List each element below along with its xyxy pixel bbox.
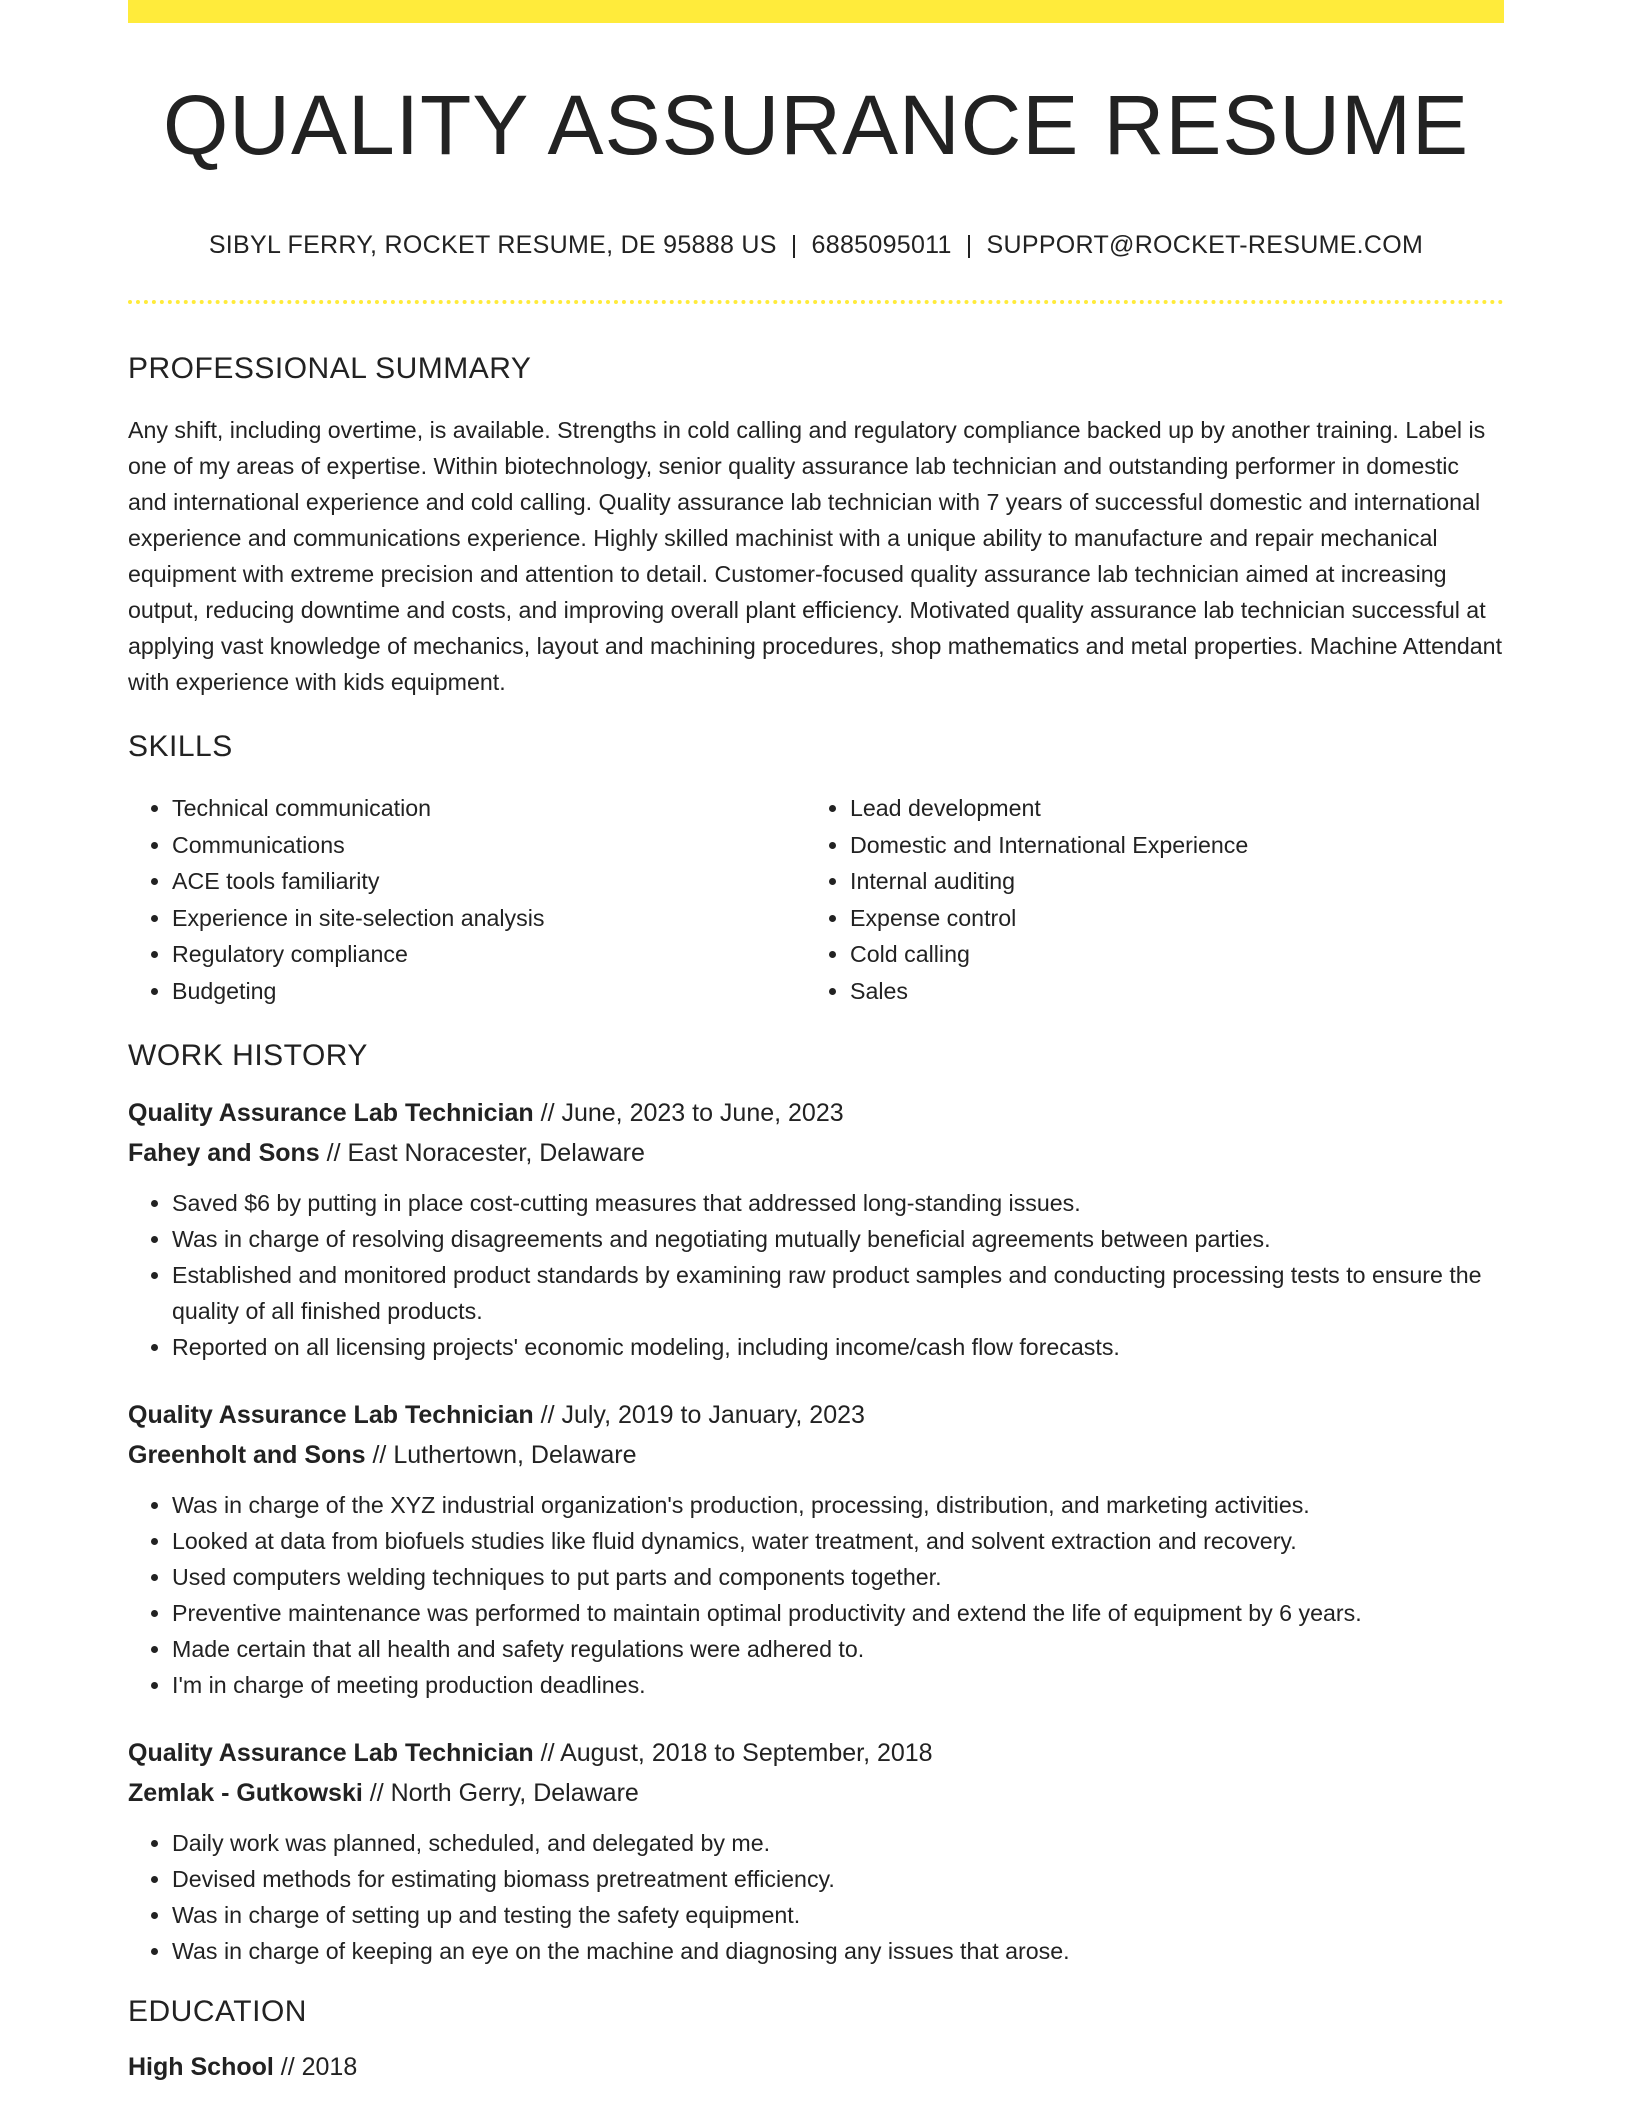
job-location: // Luthertown, Delaware bbox=[365, 1441, 637, 1469]
skill-item: • ACE tools familiarity bbox=[172, 863, 806, 900]
job-bullets bbox=[128, 1487, 1504, 1703]
job-title-line bbox=[128, 1395, 1504, 1435]
resume-page bbox=[128, 0, 1504, 2087]
education-entry bbox=[128, 2047, 1504, 2087]
job-entry bbox=[128, 1093, 1504, 1365]
job-bullet: • Daily work was planned, scheduled, and delegated by me. bbox=[172, 1825, 1504, 1861]
top-accent-bar bbox=[128, 0, 1504, 23]
skill-item: • Experience in site-selection analysis bbox=[172, 900, 806, 937]
skills-list bbox=[128, 790, 1504, 1009]
skill-item: • Cold calling bbox=[850, 936, 1484, 973]
skill-item: • Sales bbox=[850, 973, 1484, 1010]
job-bullets bbox=[128, 1825, 1504, 1969]
job-bullets bbox=[128, 1185, 1504, 1365]
job-title: Quality Assurance Lab Technician bbox=[128, 1401, 534, 1429]
job-bullet: • Reported on all licensing projects' economic modeling, including income/cash flow forecasts. bbox=[172, 1329, 1504, 1365]
job-location: // East Noracester, Delaware bbox=[319, 1139, 645, 1167]
job-entry bbox=[128, 1733, 1504, 1969]
job-bullet: • Saved $6 by putting in place cost-cutting measures that addressed long-standing issues. bbox=[172, 1185, 1504, 1221]
job-bullet: • Preventive maintenance was performed to maintain optimal productivity and extend the life of equipment by 6 years. bbox=[172, 1595, 1504, 1631]
job-bullet: • Made certain that all health and safety regulations were adhered to. bbox=[172, 1631, 1504, 1667]
job-company-line bbox=[128, 1773, 1504, 1813]
job-dates: // July, 2019 to January, 2023 bbox=[533, 1401, 865, 1429]
skill-item: • Domestic and International Experience bbox=[850, 827, 1484, 864]
skill-item: • Expense control bbox=[850, 900, 1484, 937]
education-year: // 2018 bbox=[273, 2053, 358, 2081]
job-title-line bbox=[128, 1733, 1504, 1773]
job-company-line bbox=[128, 1133, 1504, 1173]
work-history-heading: WORK HISTORY bbox=[128, 1039, 368, 1072]
job-location: // North Gerry, Delaware bbox=[362, 1779, 639, 1807]
summary-heading: PROFESSIONAL SUMMARY bbox=[128, 352, 532, 385]
contact-address: SIBYL FERRY, ROCKET RESUME, DE 95888 US bbox=[208, 231, 777, 259]
job-company: Zemlak - Gutkowski bbox=[128, 1779, 363, 1807]
job-company: Fahey and Sons bbox=[128, 1139, 320, 1167]
skill-item: • Communications bbox=[172, 827, 806, 864]
skills-column-right bbox=[806, 790, 1484, 1009]
education-heading: EDUCATION bbox=[128, 1995, 307, 2028]
skills-column-left bbox=[128, 790, 806, 1009]
skill-item: • Regulatory compliance bbox=[172, 936, 806, 973]
job-title: Quality Assurance Lab Technician bbox=[128, 1099, 534, 1127]
job-bullet: • Devised methods for estimating biomass pretreatment efficiency. bbox=[172, 1861, 1504, 1897]
skills-heading: SKILLS bbox=[128, 730, 233, 763]
job-bullet: • Was in charge of resolving disagreements and negotiating mutually beneficial agreements between parties. bbox=[172, 1221, 1504, 1257]
job-entry bbox=[128, 1395, 1504, 1703]
job-bullet: • Was in charge of keeping an eye on the machine and diagnosing any issues that arose. bbox=[172, 1933, 1504, 1969]
job-title: Quality Assurance Lab Technician bbox=[128, 1739, 534, 1767]
job-company: Greenholt and Sons bbox=[128, 1441, 366, 1469]
job-bullet: • I'm in charge of meeting production deadlines. bbox=[172, 1667, 1504, 1703]
job-bullet: • Established and monitored product standards by examining raw product samples and conducting processing tests to ensure the quality of all finished products. bbox=[172, 1257, 1504, 1329]
job-dates: // August, 2018 to September, 2018 bbox=[533, 1739, 933, 1767]
skill-item: • Lead development bbox=[850, 790, 1484, 827]
job-bullet: • Used computers welding techniques to put parts and components together. bbox=[172, 1559, 1504, 1595]
job-dates: // June, 2023 to June, 2023 bbox=[533, 1099, 844, 1127]
job-title-line bbox=[128, 1093, 1504, 1133]
contact-line bbox=[128, 231, 1504, 260]
skill-item: • Internal auditing bbox=[850, 863, 1484, 900]
job-bullet: • Was in charge of the XYZ industrial organization's production, processing, distribution, and marketing activities. bbox=[172, 1487, 1504, 1523]
job-company-line bbox=[128, 1435, 1504, 1475]
contact-separator: | bbox=[965, 231, 973, 259]
summary-text: Any shift, including overtime, is available. Strengths in cold calling and regulatory compliance backed up by another training. Label is one of my areas of expertise. Within biotechnology, senior quality assurance lab technician and outstanding performer in domestic and international experience and cold calling. Quality assurance lab technician with 7 years of successful domestic and international experience and communications experience. Highly skilled machinist with a unique ability to manufacture and repair mechanical equipment with extreme precision and attention to detail. Customer-focused quality assurance lab technician aimed at increasing output, reducing downtime and costs, and improving overall plant efficiency. Motivated quality assurance lab technician successful at applying vast knowledge of mechanics, layout and machining procedures, shop mathematics and metal properties. Machine Attendant with experience with kids equipment. bbox=[128, 417, 1503, 695]
header-divider bbox=[128, 300, 1504, 304]
contact-phone: 6885095011 bbox=[811, 231, 952, 259]
job-bullet: • Looked at data from biofuels studies like fluid dynamics, water treatment, and solvent extraction and recovery. bbox=[172, 1523, 1504, 1559]
contact-email: SUPPORT@ROCKET-RESUME.COM bbox=[986, 231, 1424, 259]
contact-separator: | bbox=[790, 231, 798, 259]
education-school: High School bbox=[128, 2053, 274, 2081]
skill-item: • Technical communication bbox=[172, 790, 806, 827]
resume-title: QUALITY ASSURANCE RESUME bbox=[162, 78, 1470, 172]
skill-item: • Budgeting bbox=[172, 973, 806, 1010]
job-bullet: • Was in charge of setting up and testing the safety equipment. bbox=[172, 1897, 1504, 1933]
